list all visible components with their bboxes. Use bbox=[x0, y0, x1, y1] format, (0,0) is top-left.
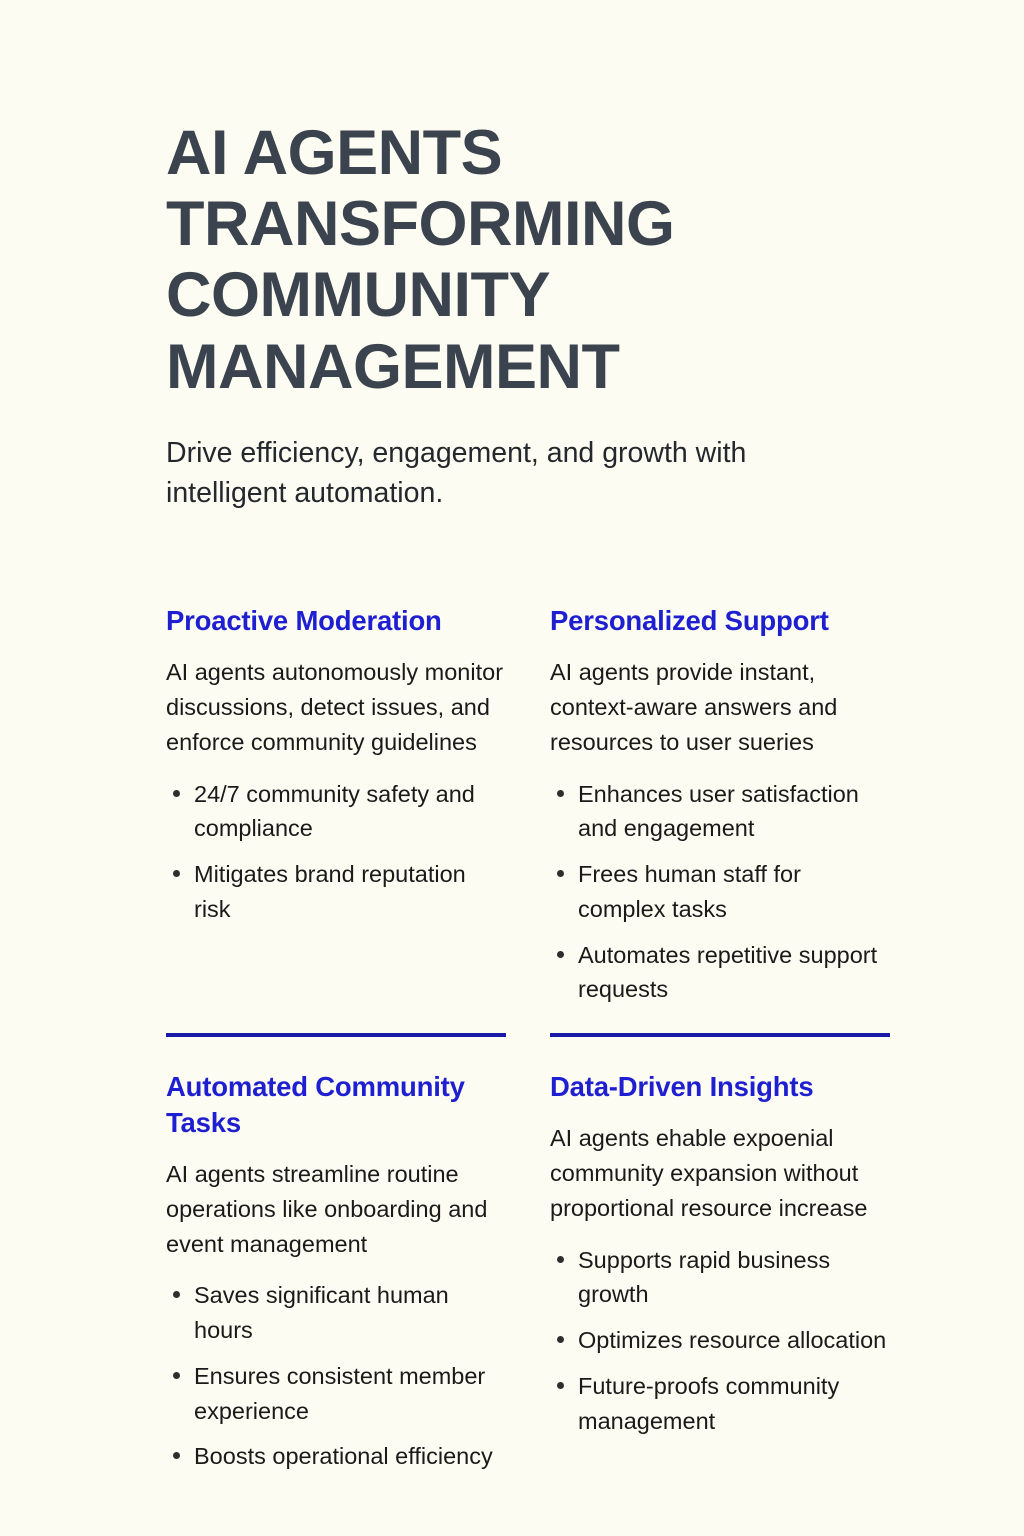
feature-card-personalized-support bbox=[550, 603, 890, 1033]
page-title: AI AGENTS TRANSFORMING COMMUNITY MANAGEMENT bbox=[166, 118, 675, 402]
card-description: AI agents streamline routine operations like onboarding and event management bbox=[166, 1160, 488, 1258]
card-description: AI agents provide instant, context-aware answers and resources to user sueries bbox=[550, 658, 838, 756]
list-item: Frees human staff for complex tasks bbox=[550, 857, 890, 927]
card-bullet-list bbox=[166, 1278, 506, 1474]
card-title: Automated Community Tasks bbox=[166, 1071, 465, 1138]
page-subtitle: Drive efficiency, engagement, and growth with intelligent automation. bbox=[166, 436, 747, 510]
list-item: Supports rapid business growth bbox=[550, 1243, 890, 1313]
card-description: AI agents ehable expoenial community expansion without proportional resource increase bbox=[550, 1124, 868, 1222]
card-bullet-list bbox=[550, 1243, 890, 1439]
feature-card-automated-community-tasks bbox=[166, 1033, 506, 1474]
card-bullet-list bbox=[550, 777, 890, 1008]
card-bullet-list bbox=[166, 777, 506, 927]
list-item: 24/7 community safety and compliance bbox=[166, 777, 506, 847]
list-item: Optimizes resource allocation bbox=[550, 1323, 890, 1358]
list-item: Ensures consistent member experience bbox=[166, 1359, 506, 1429]
list-item: Future-proofs community management bbox=[550, 1369, 890, 1439]
list-item: Saves significant human hours bbox=[166, 1278, 506, 1348]
card-description: AI agents autonomously monitor discussions, detect issues, and enforce community guidelines bbox=[166, 658, 504, 756]
list-item: Mitigates brand reputation risk bbox=[166, 857, 506, 927]
list-item: Boosts operational efficiency bbox=[166, 1439, 506, 1474]
card-title: Personalized Support bbox=[550, 605, 829, 636]
feature-card-proactive-moderation bbox=[166, 603, 506, 1033]
list-item: Enhances user satisfaction and engagement bbox=[550, 777, 890, 847]
feature-card-grid bbox=[166, 603, 890, 1474]
poster-header bbox=[166, 118, 926, 514]
card-title: Proactive Moderation bbox=[166, 605, 442, 636]
feature-card-data-driven-insights bbox=[550, 1033, 890, 1474]
list-item: Automates repetitive support requests bbox=[550, 938, 890, 1008]
card-title: Data-Driven Insights bbox=[550, 1071, 814, 1103]
